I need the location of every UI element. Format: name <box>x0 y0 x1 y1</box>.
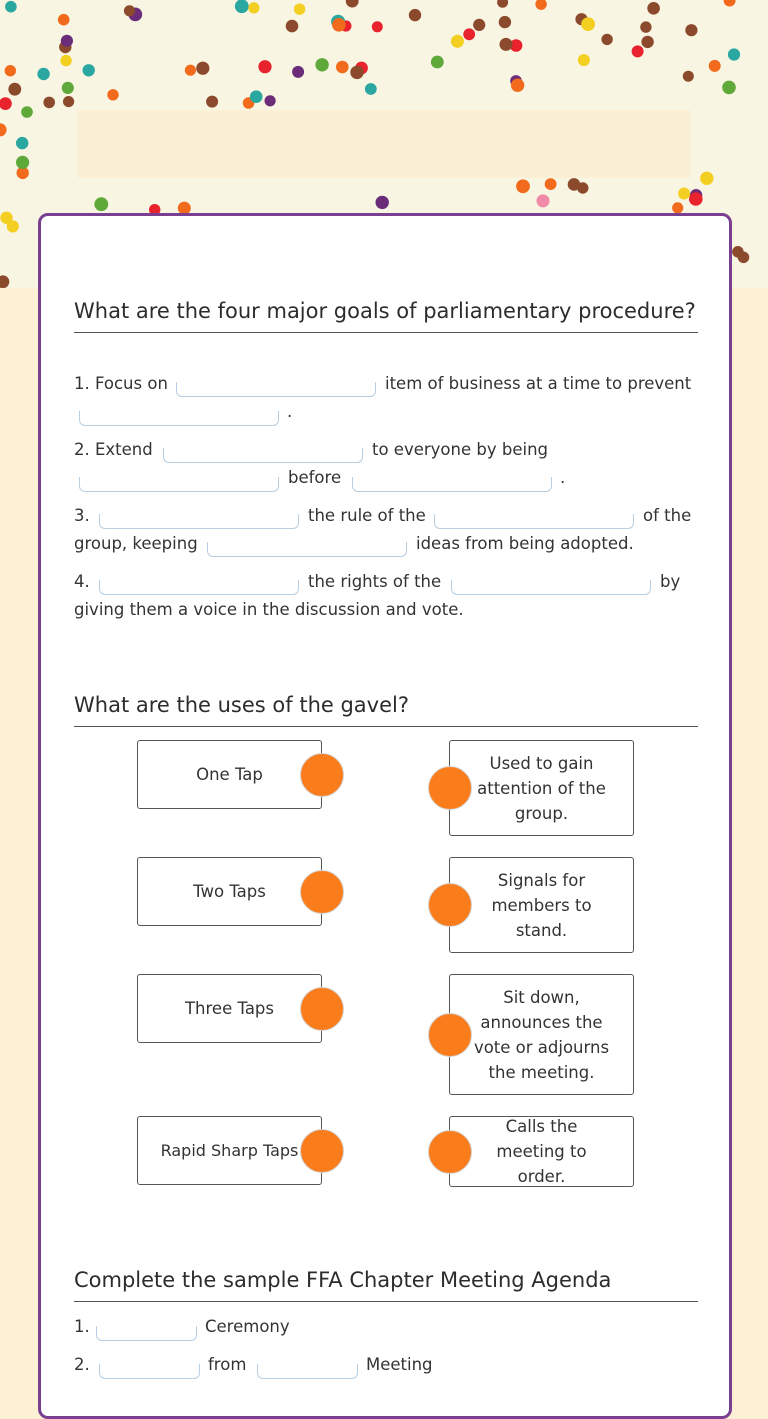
confetti-dot <box>545 178 557 190</box>
confetti-dot <box>37 68 49 80</box>
worksheet-card <box>38 213 732 1419</box>
confetti-dot <box>581 17 595 31</box>
confetti-dot <box>0 123 7 136</box>
goal3-text-d: group, keeping <box>74 534 198 553</box>
goal4-text-b: the rights of the <box>308 572 442 591</box>
confetti-dot <box>535 0 546 10</box>
match-right-label: Signals for members to stand. <box>491 870 592 940</box>
match-right-attention[interactable] <box>449 740 634 836</box>
confetti-dot <box>568 178 581 191</box>
confetti-dot <box>409 9 421 21</box>
confetti-dot <box>265 95 276 106</box>
match-right-label: Used to gain attention of the group. <box>477 753 606 823</box>
confetti-dot <box>336 61 349 74</box>
worksheet-title-box <box>77 110 691 178</box>
match-left-label: Two Taps <box>193 882 266 901</box>
match-left-label: One Tap <box>196 765 263 784</box>
confetti-dot <box>365 83 377 95</box>
section-title-agenda: Complete the sample FFA Chapter Meeting Agenda <box>74 1267 698 1302</box>
agenda-item1-number: 1. <box>74 1317 90 1336</box>
confetti-dot <box>678 188 690 200</box>
goal2-blank-2[interactable] <box>79 477 279 492</box>
confetti-dot <box>500 38 513 51</box>
confetti-dot <box>640 21 651 32</box>
match-right-label: Calls the meeting to order. <box>496 1117 587 1186</box>
confetti-dot <box>473 19 485 31</box>
confetti-dot <box>61 35 73 47</box>
goal4-blank-1[interactable] <box>99 580 299 595</box>
goal1-blank-1[interactable] <box>176 382 376 397</box>
goal2-text-d: . <box>560 468 566 487</box>
confetti-dot <box>7 220 19 232</box>
confetti-dot <box>431 56 444 69</box>
match-left-connector[interactable] <box>300 1129 344 1173</box>
section-title-goals: What are the four major goals of parliamentary procedure? <box>74 298 698 333</box>
goal4-text-d: giving them a voice in the discussion and vote. <box>74 600 464 619</box>
goal2-text-c: before <box>288 468 342 487</box>
confetti-dot <box>124 5 135 16</box>
confetti-dot <box>16 156 29 169</box>
goal3-text-b: the rule of the <box>308 506 426 525</box>
confetti-dot <box>235 0 249 13</box>
match-left-connector[interactable] <box>300 987 344 1031</box>
confetti-dot <box>5 1 17 13</box>
goal1-blank-2[interactable] <box>79 411 279 426</box>
goal3-blank-3[interactable] <box>207 542 407 557</box>
match-right-order[interactable] <box>449 1116 634 1187</box>
goal4-blank-2[interactable] <box>451 580 651 595</box>
confetti-dot <box>463 28 475 40</box>
goal3-blank-1[interactable] <box>99 514 299 529</box>
confetti-dot <box>107 89 118 100</box>
confetti-dot <box>315 58 328 71</box>
agenda-item2-number: 2. <box>74 1355 90 1374</box>
match-right-sit-down[interactable] <box>449 974 634 1095</box>
confetti-dot <box>601 34 612 45</box>
confetti-dot <box>292 66 304 78</box>
confetti-dot <box>537 194 550 207</box>
confetti-dot <box>683 71 694 82</box>
goal1-text-a: 1. Focus on <box>74 374 168 393</box>
match-left-two-taps[interactable] <box>137 857 322 926</box>
confetti-dot <box>196 62 209 75</box>
confetti-dot <box>647 2 660 15</box>
confetti-dot <box>497 0 508 8</box>
confetti-dot <box>185 65 196 76</box>
match-left-rapid-taps[interactable] <box>137 1116 322 1185</box>
confetti-dot <box>451 35 464 48</box>
goal2-blank-3[interactable] <box>352 477 552 492</box>
confetti-dot <box>372 21 383 32</box>
match-left-connector[interactable] <box>300 870 344 914</box>
goal1-text-c: . <box>287 402 293 421</box>
confetti-dot <box>499 16 511 28</box>
confetti-dot <box>516 179 530 193</box>
goal3-text-c: of the <box>643 506 692 525</box>
confetti-dot <box>376 196 389 209</box>
confetti-dot <box>250 90 263 103</box>
confetti-dot <box>350 66 363 79</box>
match-left-label: Rapid Sharp Taps <box>160 1141 299 1160</box>
confetti-dot <box>62 82 74 94</box>
confetti-dot <box>641 36 653 48</box>
agenda-item2-text-b: Meeting <box>366 1355 433 1374</box>
confetti-dot <box>346 0 359 8</box>
confetti-dot <box>709 60 721 72</box>
confetti-dot <box>685 24 697 36</box>
confetti-dot <box>738 251 750 263</box>
confetti-dot <box>286 20 299 33</box>
confetti-dot <box>700 172 713 185</box>
confetti-dot <box>60 55 71 66</box>
match-right-label: Sit down, announces the vote or adjourns the meeting. <box>473 987 610 1082</box>
confetti-dot <box>206 96 218 108</box>
goal3-text-a: 3. <box>74 506 90 525</box>
agenda-item1-text: Ceremony <box>205 1317 290 1336</box>
confetti-dot <box>63 96 74 107</box>
confetti-dot <box>16 137 28 149</box>
confetti-dot <box>722 81 736 95</box>
confetti-dot <box>632 45 644 57</box>
confetti-dot <box>511 79 524 92</box>
match-left-label: Three Taps <box>184 999 275 1018</box>
agenda-item2-text-a: from <box>208 1355 247 1374</box>
confetti-dot <box>294 4 305 15</box>
agenda-item1-blank[interactable] <box>96 1326 197 1341</box>
confetti-dot <box>8 83 21 96</box>
goal1-text-b: item of business at a time to prevent <box>385 374 692 393</box>
agenda-item2-blank-1[interactable] <box>99 1364 200 1379</box>
goal2-text-a: 2. Extend <box>74 440 153 459</box>
goal3-blank-2[interactable] <box>434 514 634 529</box>
match-right-connector[interactable] <box>428 883 472 927</box>
match-right-connector[interactable] <box>428 1130 472 1174</box>
confetti-dot <box>578 54 590 66</box>
match-right-connector[interactable] <box>428 1013 472 1057</box>
agenda-item2-blank-2[interactable] <box>257 1364 358 1379</box>
confetti-dot <box>43 97 55 109</box>
confetti-dot <box>0 97 12 110</box>
confetti-dot <box>332 18 346 32</box>
confetti-dot <box>728 48 740 60</box>
goal2-blank-1[interactable] <box>163 448 363 463</box>
confetti-dot <box>83 64 95 76</box>
goal4-text-a: 4. <box>74 572 90 591</box>
confetti-dot <box>0 275 9 288</box>
goal2-text-b: to everyone by being <box>372 440 548 459</box>
goal4-text-c: by <box>660 572 681 591</box>
goal3-text-e: ideas from being adopted. <box>416 534 634 553</box>
confetti-dot <box>248 2 259 13</box>
confetti-dot <box>724 0 736 7</box>
confetti-dot <box>689 192 703 206</box>
match-right-connector[interactable] <box>428 766 472 810</box>
confetti-dot <box>5 65 16 76</box>
confetti-dot <box>672 202 683 213</box>
match-left-one-tap[interactable] <box>137 740 322 809</box>
confetti-dot <box>258 60 271 73</box>
section-title-gavel: What are the uses of the gavel? <box>74 692 698 727</box>
confetti-dot <box>21 106 33 118</box>
match-left-three-taps[interactable] <box>137 974 322 1043</box>
match-left-connector[interactable] <box>300 753 344 797</box>
confetti-dot <box>94 197 108 211</box>
confetti-dot <box>58 14 70 26</box>
match-right-stand[interactable] <box>449 857 634 953</box>
